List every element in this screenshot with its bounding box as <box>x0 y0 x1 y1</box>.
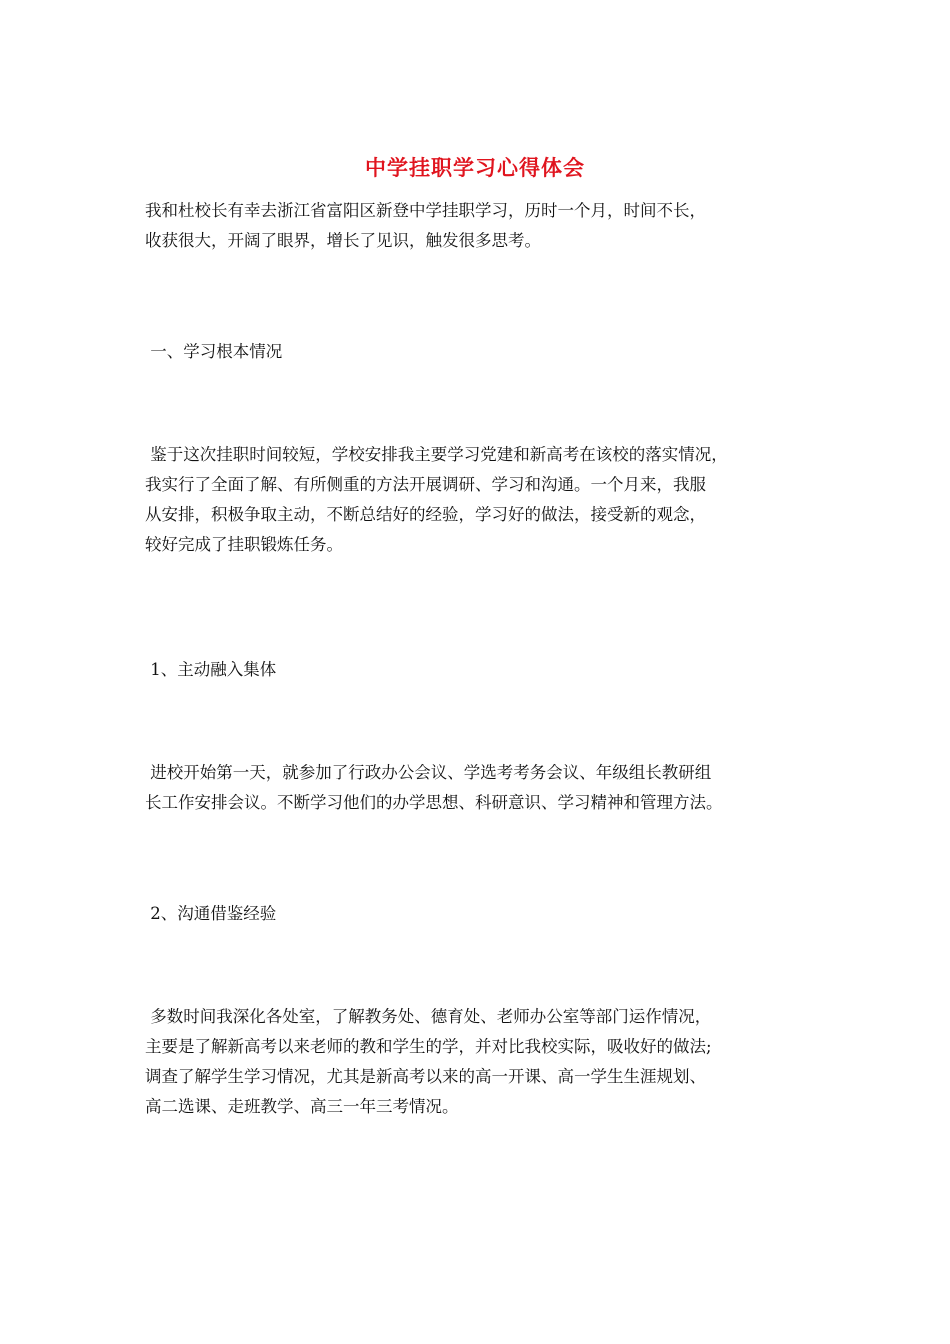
subsection-heading-1: 1、主动融入集体 <box>145 660 277 679</box>
section-1-paragraph: 鉴于这次挂职时间较短，学校安排我主要学习党建和新高考在该校的落实情况， 我实行了全面了解、有所侧重的方法开展调研、学习和沟通。一个月来，我服 从安排，积极争取主动，不断总结好的经验，学习好的做法，接受新的观念， 较好完成了挂职锻炼任务。 <box>145 445 728 554</box>
subsection-2-paragraph: 多数时间我深化各处室，了解教务处、德育处、老师办公室等部门运作情况， 主要是了解新高考以来老师的教和学生的学，并对比我校实际，吸收好的做法; 调查了解学生学习情况，尤其是新高考以来的高一开课、高一学生生涯规划、 高二选课、走班教学、高三一年三考情况。 <box>145 1007 712 1116</box>
subsection-heading-2: 2、沟通借鉴经验 <box>145 904 277 923</box>
document-title: 中学挂职学习心得体会 <box>365 155 585 180</box>
intro-paragraph: 我和杜校长有幸去浙江省富阳区新登中学挂职学习，历时一个月，时间不长， 收获很大，开阔了眼界，增长了见识，触发很多思考。 <box>145 201 706 250</box>
subsection-1-paragraph: 进校开始第一天，就参加了行政办公会议、学选考考务会议、年级组长教研组 长工作安排会议。不断学习他们的办学思想、科研意识、学习精神和管理方法。 <box>145 763 723 812</box>
section-heading-1: 一、学习根本情况 <box>145 342 283 361</box>
